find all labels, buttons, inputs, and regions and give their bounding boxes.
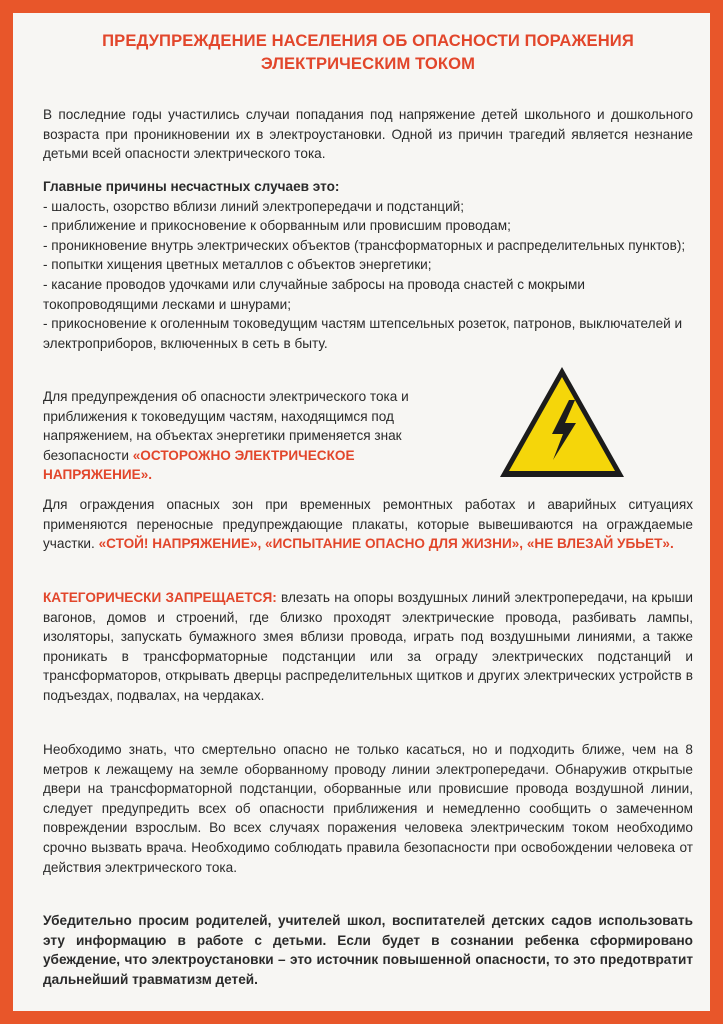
know-paragraph: Необходимо знать, что смертельно опасно не только касаться, но и подходить ближе, чем на 8 метров к лежащему на земле оборванному проводу линии электропередачи. Обнаружив открытые двери на трансформаторной подстанции, оборванные или провисшие провода воздушной линии, следует предупредить всех об опасности приближения и немедленно сообщить о замеченном повреждении взрослым. Во всех случаях поражения человека электрическим током необходимо срочно вызвать врача. Необходимо соблюдать правила безопасности при освобождении человека от действия электрического тока.: [43, 742, 693, 875]
forbidden-label: КАТЕГОРИЧЕСКИ ЗАПРЕЩАЕТСЯ:: [43, 590, 277, 605]
appeal-paragraph: Убедительно просим родителей, учителей школ, воспитателей детских садов использовать эту информацию в работе с детьми. Если будет в сознании ребенка сформировано убеждение, что электроустановки – это источник повышенной опасности, то это предотвратит дальнейший травматизм детей.: [43, 913, 693, 987]
fence-posters: «СТОЙ! НАПРЯЖЕНИЕ», «ИСПЫТАНИЕ ОПАСНО ДЛЯ ЖИЗНИ», «НЕ ВЛЕЗАЙ УБЬЕТ».: [98, 536, 674, 552]
fence-paragraph: [43, 495, 693, 554]
cause-item: - приближение и прикосновение к оборванным или провисшим проводам;: [43, 218, 511, 234]
title-line-2: ЭЛЕКТРИЧЕСКИМ ТОКОМ: [260, 54, 476, 73]
sign-name: «ОСТОРОЖНО ЭЛЕКТРИЧЕСКОЕ НАПРЯЖЕНИЕ».: [43, 447, 355, 483]
high-voltage-warning-icon: [497, 364, 627, 480]
causes-heading: Главные причины несчастных случаев это:: [43, 179, 340, 194]
cause-item: - прикосновение к оголенным токоведущим частям штепсельных розеток, патронов, выключателей и электроприборов, включенных в сеть в быту.: [43, 316, 683, 351]
causes-section: [43, 177, 693, 353]
cause-item: - шалость, озорство вблизи линий электропередачи и подстанций;: [43, 198, 465, 214]
poster-content: [43, 29, 693, 987]
sign-paragraph: [43, 387, 447, 485]
forbidden-paragraph: [43, 588, 693, 706]
sign-description: Для предупреждения об опасности электрического тока и приближения к токоведущим частям, находящимся под напряжением, на объектах энергетики применяется знак безопасности: [43, 389, 409, 463]
forbidden-text: влезать на опоры воздушных линий электропередачи, на крыши вагонов, домов и строений, где близко проходят электрические провода, разбивать лампы, изоляторы, запускать бумажного змея вблизи провода, играть под воздушными линиями, а также проникать в трансформаторные подстанции или за ограду электрических подстанций и трансформаторов, открывать дверцы распределительных щитков и других электрических устройств в подъездах, подвалах, на чердаках.: [43, 590, 693, 703]
cause-item: - проникновение внутрь электрических объектов (трансформаторных и распределительных пунктов);: [43, 237, 686, 253]
fence-description: Для ограждения опасных зон при временных ремонтных работах и аварийных ситуациях применяются переносные предупреждающие плакаты, которые вывешиваются на ограждаемые участки.: [43, 497, 693, 552]
intro-paragraph: В последние годы участились случаи попадания под напряжение детей школьного и дошкольного возраста при проникновении их в электроустановки. Одной из причин трагедий является незнание детьми всей опасности электрического тока.: [43, 107, 693, 162]
title-line-1: ПРЕДУПРЕЖДЕНИЕ НАСЕЛЕНИЯ ОБ ОПАСНОСТИ ПОРАЖЕНИЯ: [102, 31, 634, 50]
page-title: [43, 29, 693, 75]
cause-item: - попытки хищения цветных металлов с объектов энергетики;: [43, 257, 432, 273]
cause-item: - касание проводов удочками или случайные забросы на провода снастей с мокрыми токопроводящими лесками и шнурами;: [43, 276, 585, 312]
